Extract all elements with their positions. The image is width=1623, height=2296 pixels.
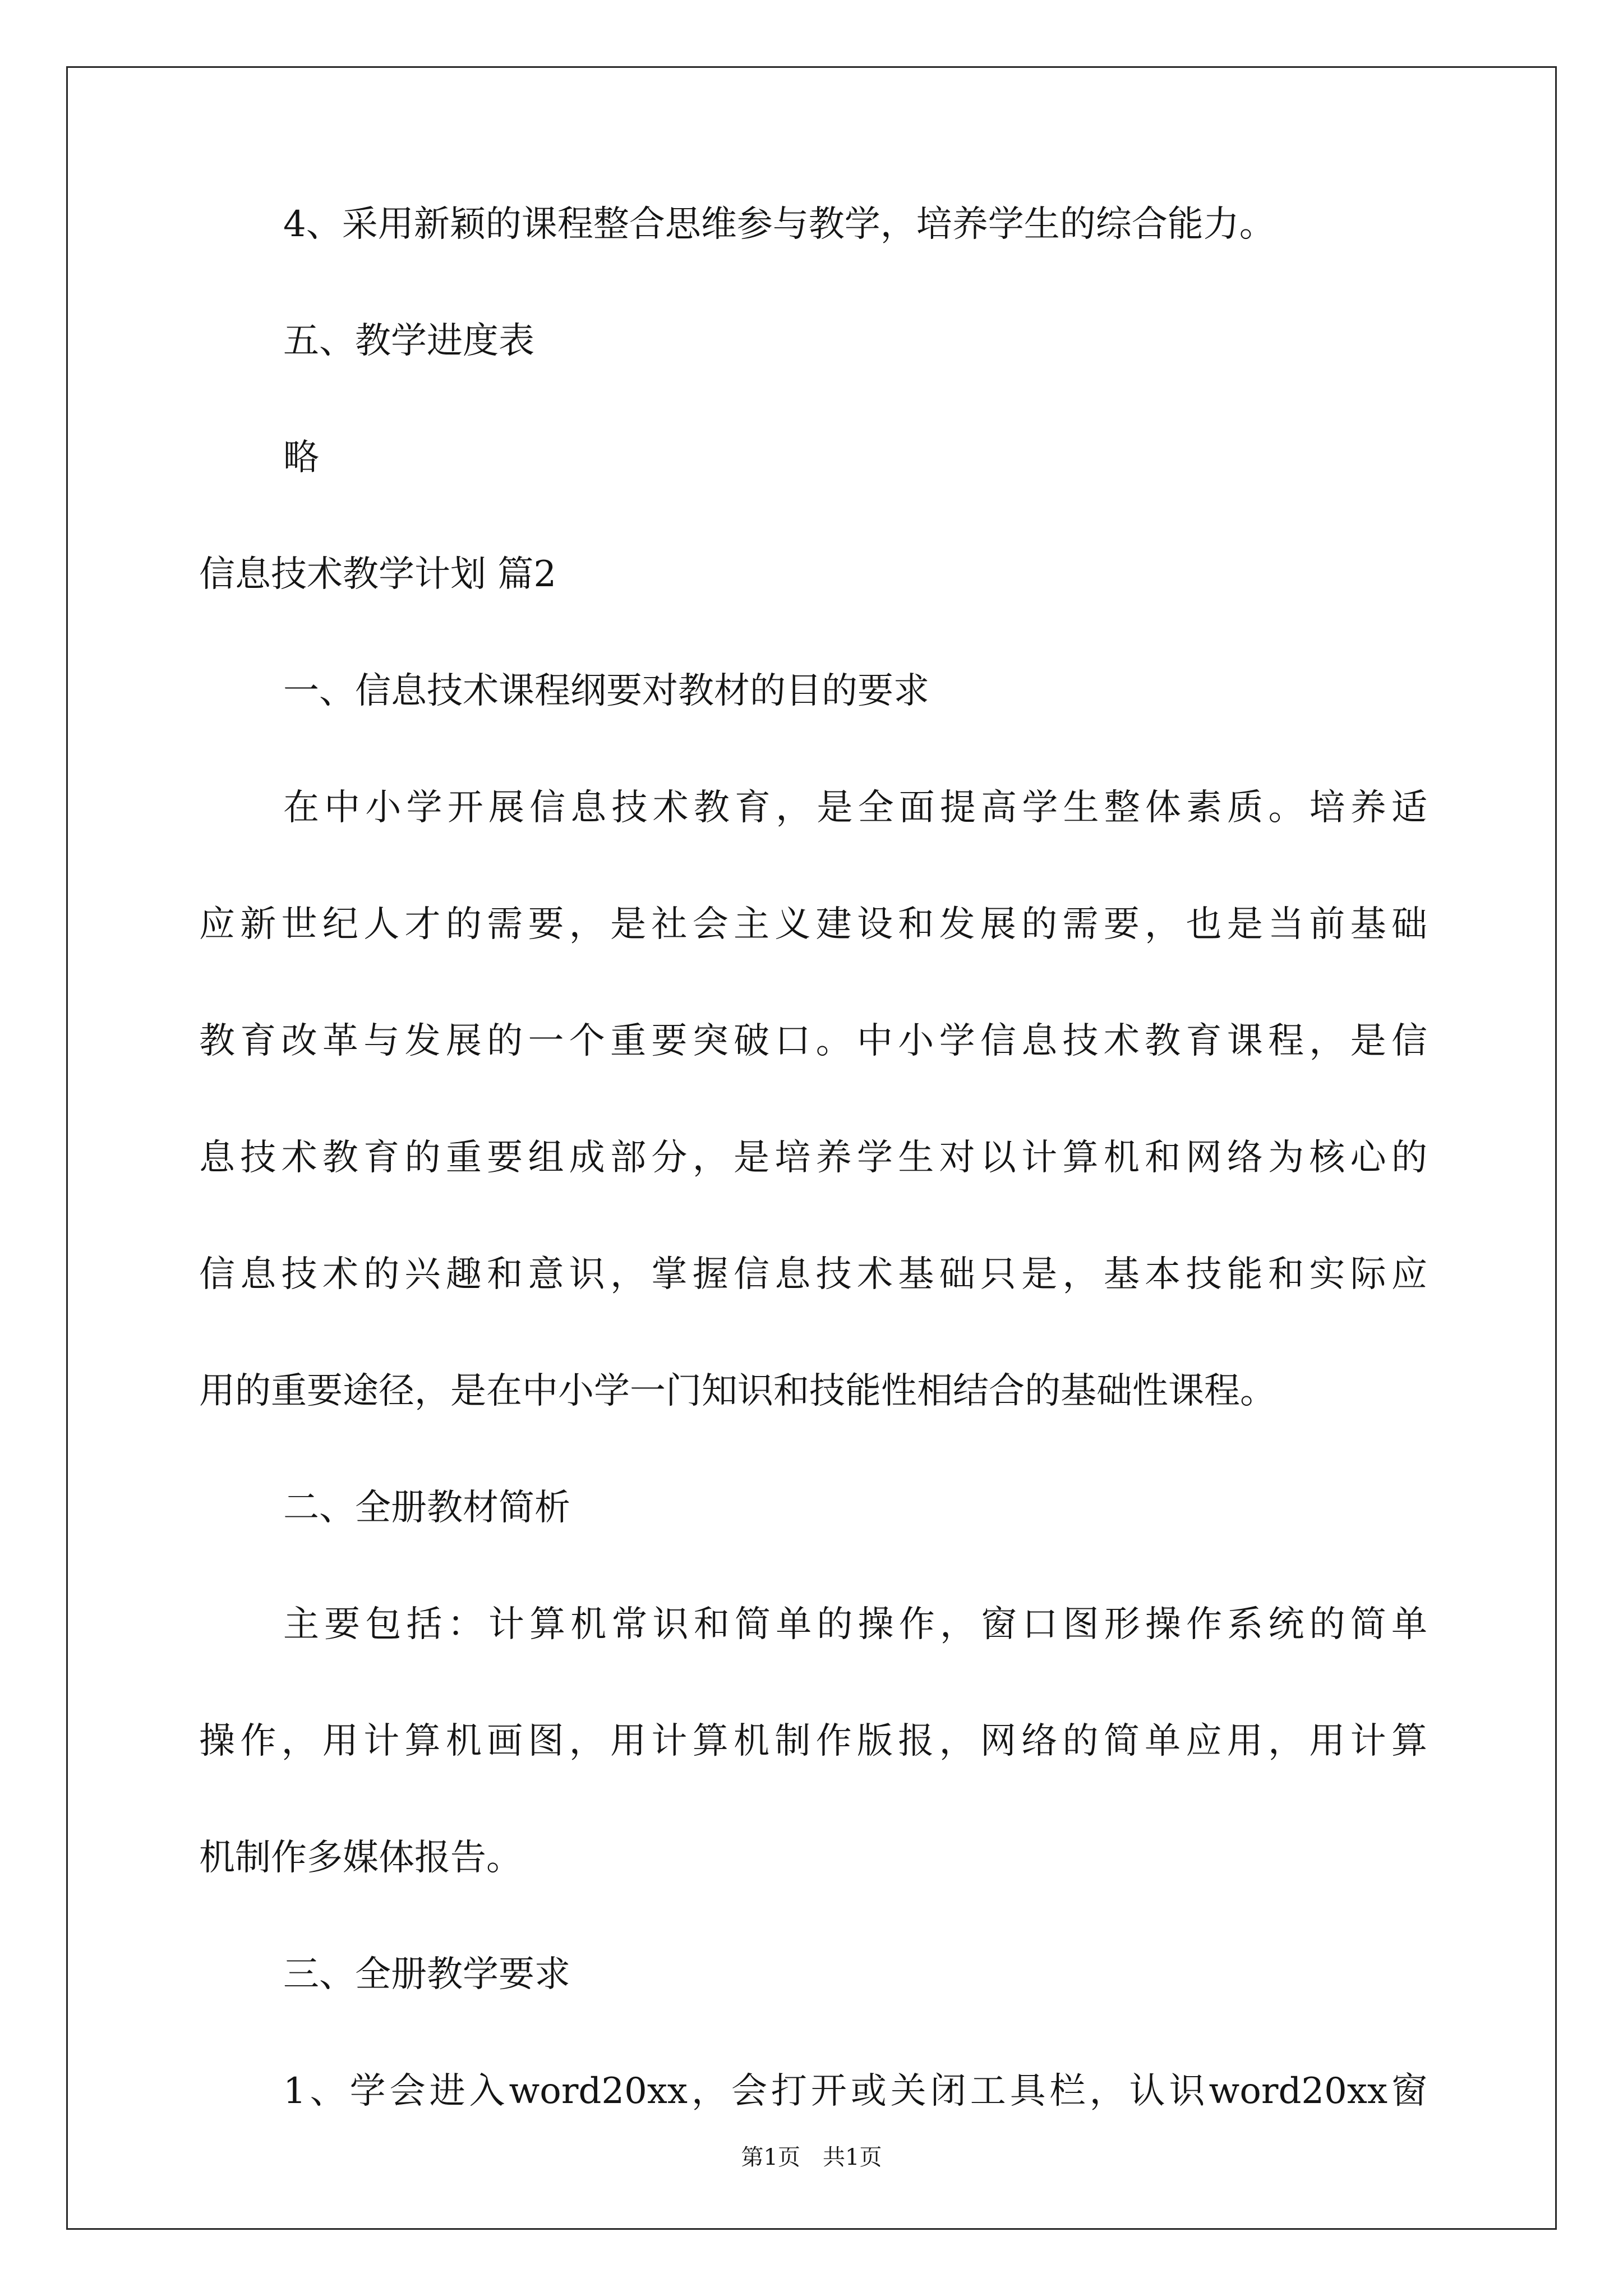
paragraph-line: 用的重要途径，是在中小学一门知识和技能性相结合的基础性课程。 [199, 1370, 1276, 1412]
section-heading-3: 三、全册教学要求 [283, 1954, 570, 1995]
paragraph-line: 主要包括：计算机常识和简单的操作，窗口图形操作系统的简单 [283, 1604, 1427, 1645]
page-footer: 第1页 共1页 [741, 2145, 882, 2170]
paragraph-line: 1、学会进入word20xx，会打开或关闭工具栏，认识word20xx窗 [283, 2070, 1427, 2112]
section-heading-2: 二、全册教材简析 [283, 1487, 570, 1529]
paragraph-line: 操作，用计算机画图，用计算机制作版报，网络的简单应用，用计算 [199, 1720, 1427, 1762]
paragraph-line: 教育改革与发展的一个重要突破口。中小学信息技术教育课程，是信 [199, 1020, 1427, 1062]
paragraph-line: 信息技术的兴趣和意识，掌握信息技术基础只是，基本技能和实际应 [199, 1254, 1427, 1295]
paragraph-line: 机制作多媒体报告。 [199, 1837, 522, 1879]
paragraph-line: 息技术教育的重要组成部分，是培养学生对以计算机和网络为核心的 [199, 1137, 1427, 1179]
article-title: 信息技术教学计划 篇2 [199, 554, 557, 595]
paragraph-omitted: 略 [283, 437, 319, 478]
paragraph-item-4: 4、采用新颖的课程整合思维参与教学，培养学生的综合能力。 [283, 204, 1275, 245]
section-heading-1: 一、信息技术课程纲要对教材的目的要求 [283, 670, 929, 712]
section-heading-5: 五、教学进度表 [283, 320, 534, 362]
paragraph-line: 应新世纪人才的需要，是社会主义建设和发展的需要，也是当前基础 [199, 904, 1427, 945]
paragraph-line: 在中小学开展信息技术教育，是全面提高学生整体素质。培养适 [283, 787, 1427, 829]
